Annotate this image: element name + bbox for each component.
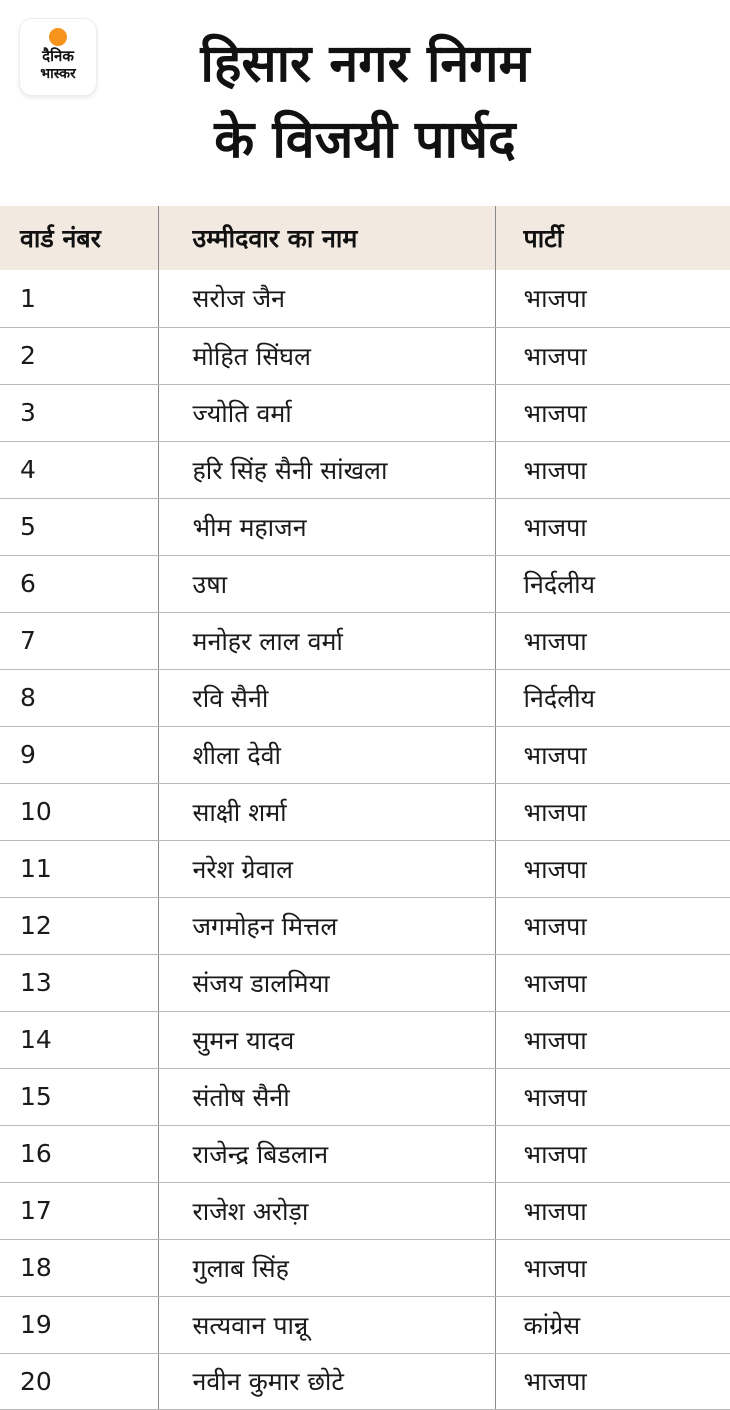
table-body — [0, 270, 730, 1409]
logo-text-line2: भास्कर — [40, 66, 76, 82]
ward-number-cell: 13 — [0, 954, 158, 1011]
candidate-name-cell: भीम महाजन — [158, 498, 495, 555]
table-row — [0, 612, 730, 669]
title-line1: हिसार नगर निगम — [200, 34, 530, 94]
candidate-name-cell: राजेन्द्र बिडलान — [158, 1125, 495, 1182]
candidate-name-cell: शीला देवी — [158, 726, 495, 783]
candidate-name-cell: मोहित सिंघल — [158, 327, 495, 384]
party-cell: भाजपा — [495, 1182, 730, 1239]
ward-number-cell: 2 — [0, 327, 158, 384]
candidate-name-cell: सरोज जैन — [158, 270, 495, 327]
ward-number-cell: 4 — [0, 441, 158, 498]
ward-number-cell: 20 — [0, 1353, 158, 1409]
ward-number-cell: 19 — [0, 1296, 158, 1353]
table-row — [0, 1353, 730, 1409]
header-party: पार्टी — [495, 206, 730, 270]
table-row — [0, 1068, 730, 1125]
party-cell: भाजपा — [495, 840, 730, 897]
table-row — [0, 327, 730, 384]
party-cell: भाजपा — [495, 327, 730, 384]
ward-number-cell: 11 — [0, 840, 158, 897]
candidate-name-cell: राजेश अरोड़ा — [158, 1182, 495, 1239]
party-cell: भाजपा — [495, 1353, 730, 1409]
table-row — [0, 783, 730, 840]
table-row — [0, 954, 730, 1011]
ward-number-cell: 16 — [0, 1125, 158, 1182]
table-row — [0, 498, 730, 555]
candidate-name-cell: जगमोहन मित्तल — [158, 897, 495, 954]
table-row — [0, 669, 730, 726]
party-cell: भाजपा — [495, 726, 730, 783]
ward-number-cell: 14 — [0, 1011, 158, 1068]
page-title — [100, 26, 630, 178]
candidate-name-cell: रवि सैनी — [158, 669, 495, 726]
candidate-name-cell: हरि सिंह सैनी सांखला — [158, 441, 495, 498]
dainik-bhaskar-logo — [20, 19, 96, 95]
ward-number-cell: 9 — [0, 726, 158, 783]
table-header — [0, 206, 730, 270]
party-cell: भाजपा — [495, 783, 730, 840]
party-cell: भाजपा — [495, 612, 730, 669]
ward-number-cell: 6 — [0, 555, 158, 612]
candidate-name-cell: उषा — [158, 555, 495, 612]
table-row — [0, 441, 730, 498]
party-cell: भाजपा — [495, 1239, 730, 1296]
party-cell: भाजपा — [495, 897, 730, 954]
header — [0, 0, 730, 206]
title-line2: के विजयी पार्षद — [214, 110, 516, 170]
ward-number-cell: 17 — [0, 1182, 158, 1239]
candidate-name-cell: ज्योति वर्मा — [158, 384, 495, 441]
ward-number-cell: 18 — [0, 1239, 158, 1296]
candidate-name-cell: संजय डालमिया — [158, 954, 495, 1011]
party-cell: भाजपा — [495, 384, 730, 441]
header-ward-number: वार्ड नंबर — [20, 224, 101, 253]
candidate-name-cell: संतोष सैनी — [158, 1068, 495, 1125]
ward-number-cell: 3 — [0, 384, 158, 441]
ward-number-cell: 12 — [0, 897, 158, 954]
header-candidate-name: उम्मीदवार का नाम — [158, 206, 495, 270]
party-cell: भाजपा — [495, 1068, 730, 1125]
party-cell: निर्दलीय — [495, 669, 730, 726]
party-cell: भाजपा — [495, 1011, 730, 1068]
table-row — [0, 1296, 730, 1353]
table-row — [0, 1011, 730, 1068]
table-row — [0, 840, 730, 897]
party-cell: भाजपा — [495, 498, 730, 555]
candidate-name-cell: सत्यवान पान्नू — [158, 1296, 495, 1353]
candidate-name-cell: साक्षी शर्मा — [158, 783, 495, 840]
candidate-name-cell: नवीन कुमार छोटे — [158, 1353, 495, 1409]
ward-number-cell: 10 — [0, 783, 158, 840]
ward-number-cell: 8 — [0, 669, 158, 726]
table-row — [0, 270, 730, 327]
table-row — [0, 1125, 730, 1182]
table-row — [0, 726, 730, 783]
party-cell: भाजपा — [495, 270, 730, 327]
table-row — [0, 555, 730, 612]
candidate-name-cell: मनोहर लाल वर्मा — [158, 612, 495, 669]
party-cell: कांग्रेस — [495, 1296, 730, 1353]
logo-text-line1: दैनिक — [42, 47, 74, 65]
ward-number-cell: 7 — [0, 612, 158, 669]
candidate-name-cell: नरेश ग्रेवाल — [158, 840, 495, 897]
winners-table — [0, 206, 730, 1410]
candidate-name-cell: सुमन यादव — [158, 1011, 495, 1068]
sun-icon — [49, 28, 67, 46]
ward-number-cell: 1 — [0, 270, 158, 327]
party-cell: भाजपा — [495, 954, 730, 1011]
candidate-name-cell: गुलाब सिंह — [158, 1239, 495, 1296]
table-row — [0, 897, 730, 954]
ward-number-cell: 5 — [0, 498, 158, 555]
party-cell: भाजपा — [495, 441, 730, 498]
ward-number-cell: 15 — [0, 1068, 158, 1125]
party-cell: निर्दलीय — [495, 555, 730, 612]
table-row — [0, 384, 730, 441]
table-row — [0, 1239, 730, 1296]
table-row — [0, 1182, 730, 1239]
party-cell: भाजपा — [495, 1125, 730, 1182]
